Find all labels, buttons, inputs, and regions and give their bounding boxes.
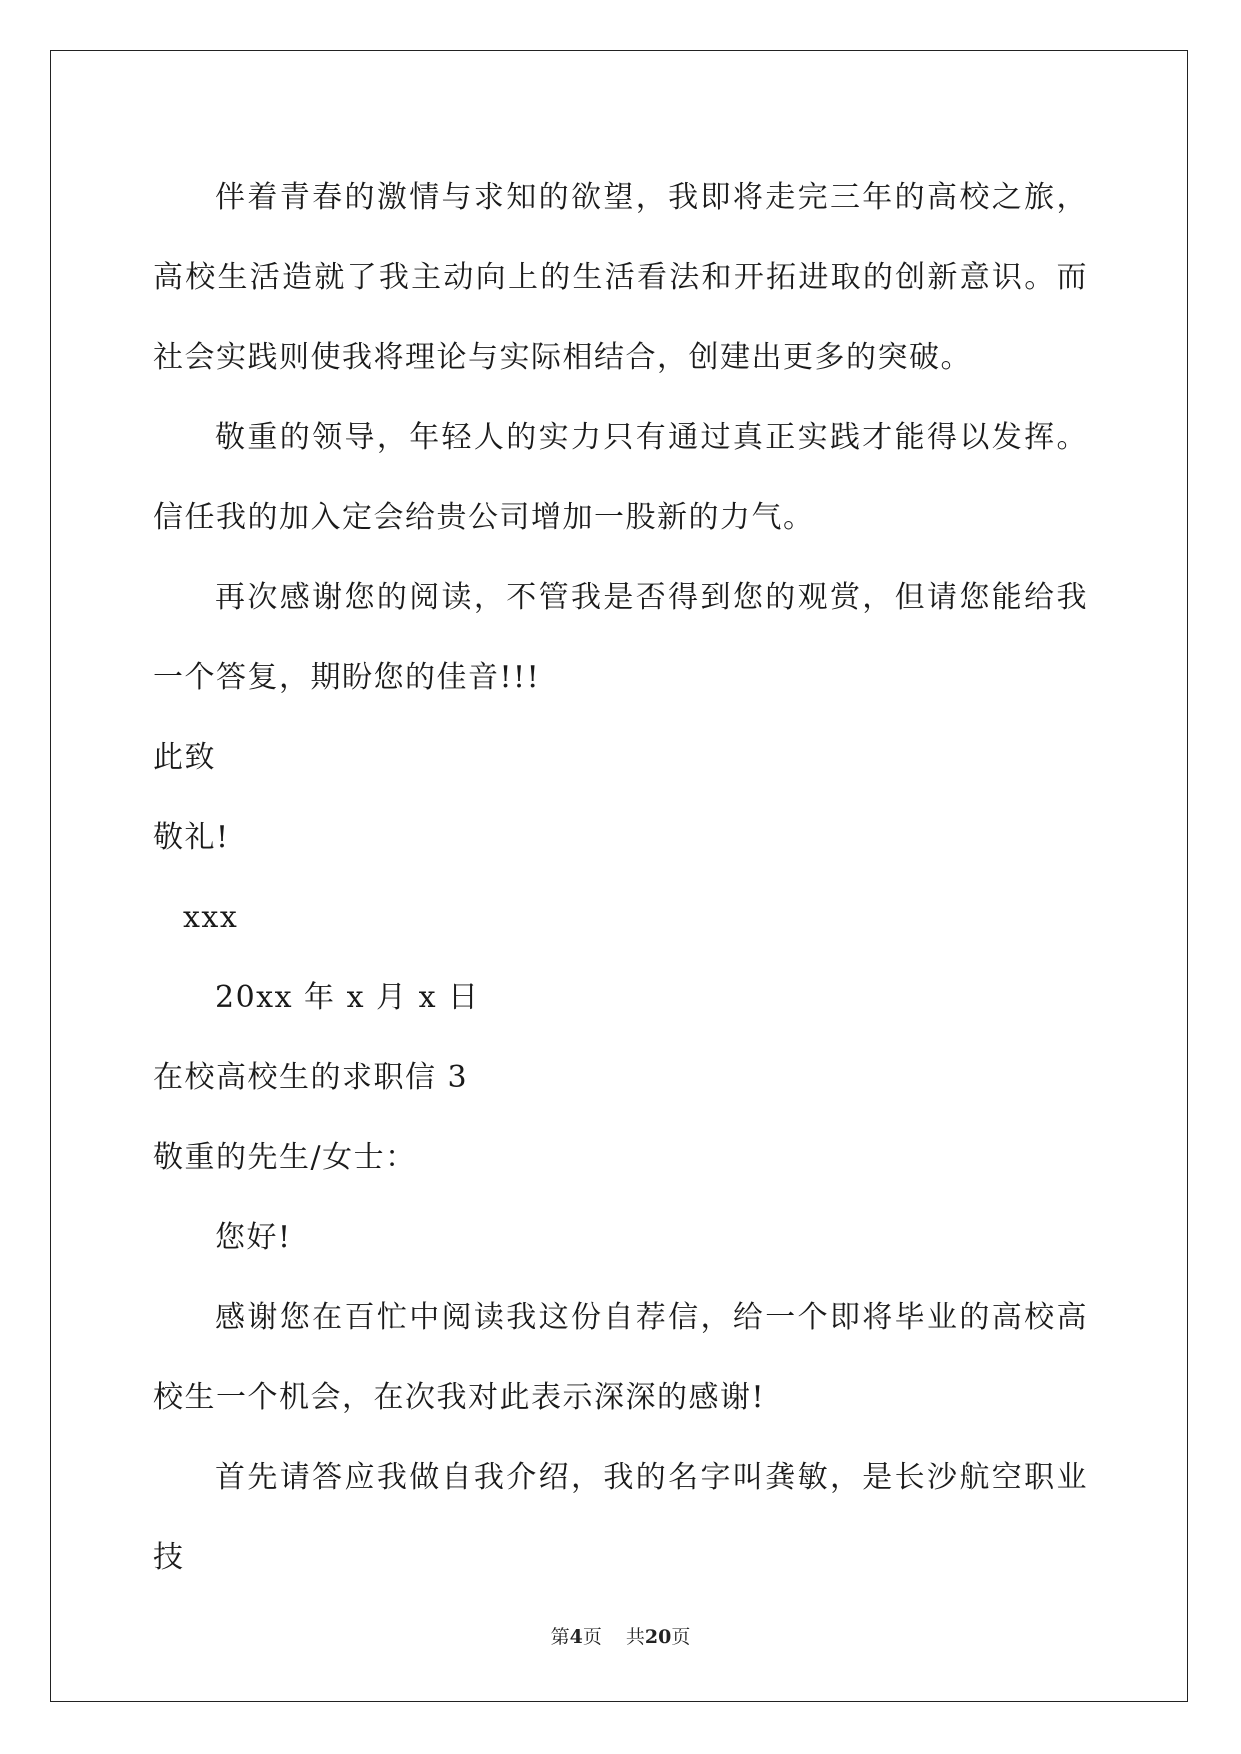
salutation: 敬重的先生/女士： bbox=[153, 1140, 417, 1175]
letter-date: 20xx 年 x 月 x 日 bbox=[215, 980, 480, 1015]
document-body bbox=[153, 158, 1088, 1598]
paragraph: 首先请答应我做自我介绍，我的名字叫龚敏，是长沙航空职业技 bbox=[153, 1460, 1088, 1575]
footer-total-prefix: 共 bbox=[625, 1626, 645, 1648]
paragraph: 伴着青春的激情与求知的欲望，我即将走完三年的高校之旅，高校生活造就了我主动向上的生活看法和开拓进取的创新意识。而社会实践则使我将理论与实际相结合，创建出更多的突破。 bbox=[153, 180, 1088, 375]
footer-page-number: 4 bbox=[569, 1626, 583, 1648]
footer-prefix: 第 bbox=[550, 1626, 570, 1648]
paragraph: 再次感谢您的阅读，不管我是否得到您的观赏，但请您能给我一个答复，期盼您的佳音!!! bbox=[153, 580, 1088, 695]
closing-line-2: 敬礼! bbox=[153, 820, 230, 855]
footer-total-suffix: 页 bbox=[671, 1626, 691, 1648]
paragraph: 敬重的领导，年轻人的实力只有通过真正实践才能得以发挥。信任我的加入定会给贵公司增加一股新的力气。 bbox=[153, 420, 1088, 535]
page-footer bbox=[0, 1622, 1241, 1649]
footer-total-pages: 20 bbox=[644, 1626, 672, 1648]
letter-title: 在校高校生的求职信 3 bbox=[153, 1060, 469, 1095]
paragraph: 感谢您在百忙中阅读我这份自荐信，给一个即将毕业的高校高校生一个机会，在次我对此表示深深的感谢! bbox=[153, 1300, 1088, 1415]
footer-page-suffix: 页 bbox=[582, 1626, 602, 1648]
greeting: 您好! bbox=[215, 1220, 292, 1255]
closing-line-1: 此致 bbox=[153, 740, 216, 775]
signature: xxx bbox=[183, 900, 239, 935]
